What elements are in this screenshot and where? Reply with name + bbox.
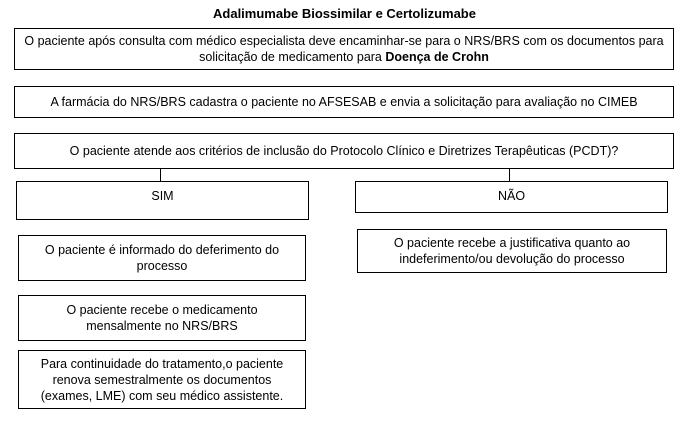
yes-step-1-text: O paciente é informado do deferimento do processo	[44, 243, 280, 273]
no-label: NÃO	[497, 189, 526, 203]
disease-name: Doença de Crohn	[385, 50, 489, 64]
question-box	[14, 133, 674, 169]
yes-step-3-box	[18, 350, 306, 409]
step-1-box	[14, 28, 674, 70]
yes-label: SIM	[151, 189, 174, 203]
yes-step-2-text: O paciente recebe o medicamento mensalmente no NRS/BRS	[66, 303, 258, 333]
no-step-1-text: O paciente recebe a justificativa quanto ao indeferimento/ou devolução do processo	[393, 236, 631, 266]
page-title: Adalimumabe Biossimilar e Certolizumabe	[213, 6, 476, 21]
yes-step-3-text: Para continuidade do tratamento,o paciente renova semestralmente os documentos (exames, LME) com seu médico assistente.	[40, 356, 284, 403]
branch-connector-left	[160, 169, 161, 181]
no-label-box	[355, 181, 668, 213]
branch-connector-right	[509, 169, 510, 181]
question-text: O paciente atende aos critérios de inclusão do Protocolo Clínico e Diretrizes Terapêuticas (PCDT)?	[69, 144, 619, 158]
no-step-1-box	[357, 229, 667, 273]
yes-label-box	[16, 181, 309, 220]
step-2-text: A farmácia do NRS/BRS cadastra o paciente no AFSESAB e envia a solicitação para avaliação no CIMEB	[50, 95, 638, 109]
yes-step-2-box	[18, 295, 306, 341]
step-2-box	[14, 86, 674, 118]
step-1-text: O paciente após consulta com médico especialista deve encaminhar-se para o NRS/BRS com os documentos para solicitação de medicamento para Doença de Crohn	[24, 34, 664, 64]
yes-step-1-box	[18, 235, 306, 281]
